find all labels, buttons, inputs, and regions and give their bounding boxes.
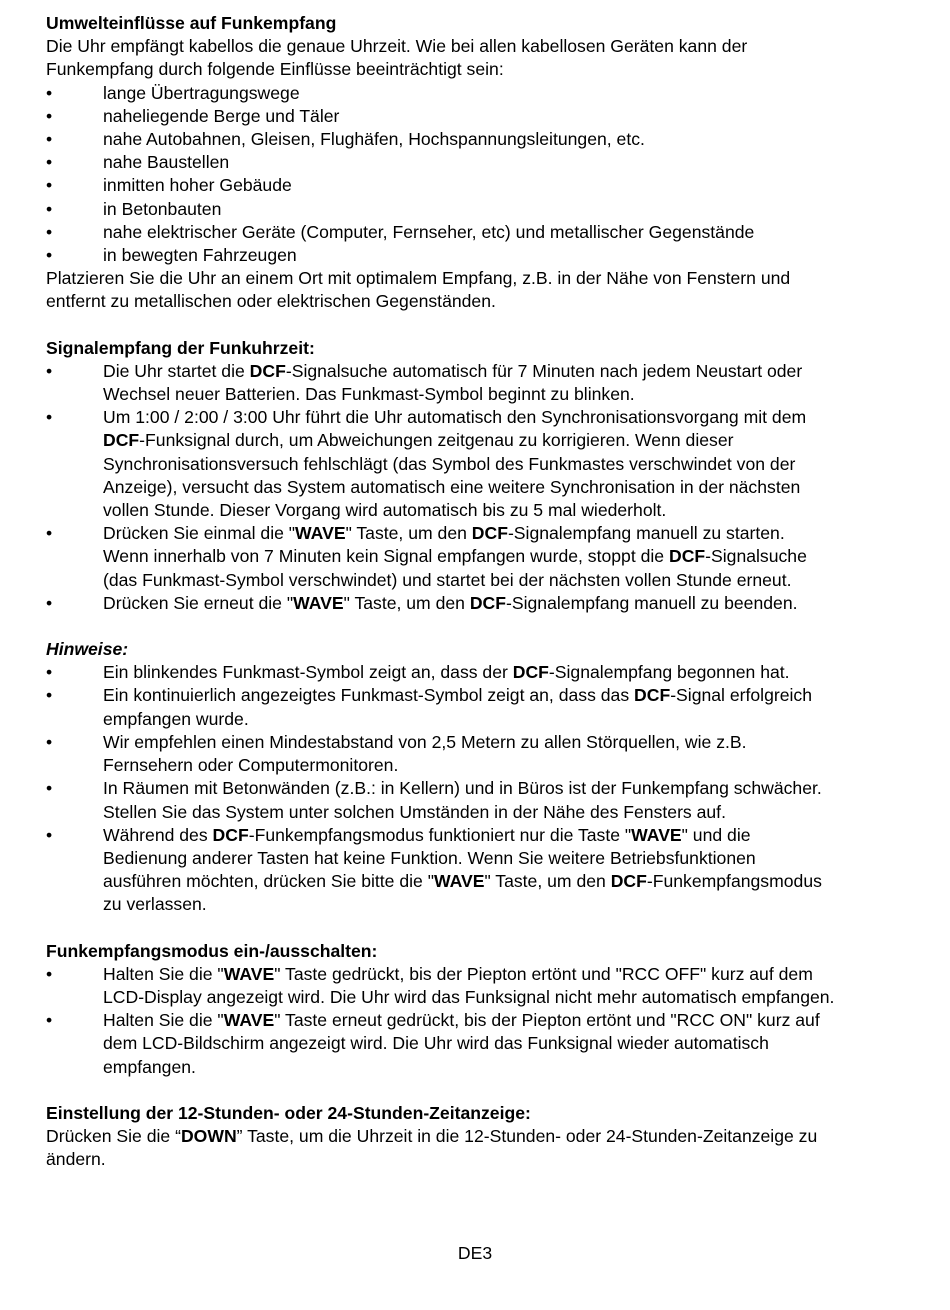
text-run: Halten Sie die " xyxy=(103,963,224,984)
bold-term: WAVE xyxy=(631,824,682,845)
text-line xyxy=(103,731,906,754)
list-item: • naheliegende Berge und Täler xyxy=(46,105,906,128)
text-run: ” Taste, um die Uhrzeit in die 12-Stunden- oder 24-Stunden-Zeitanzeige zu xyxy=(236,1125,818,1146)
bullet-icon: • xyxy=(46,731,53,752)
text-line xyxy=(103,684,906,707)
bold-term: DCF xyxy=(249,360,286,381)
list-item: • in bewegten Fahrzeugen xyxy=(46,244,906,267)
bullet-icon: • xyxy=(46,824,53,845)
bold-term: WAVE xyxy=(223,1010,275,1031)
text-run: " Taste, um den xyxy=(484,871,611,892)
text-line xyxy=(103,499,906,522)
bullet-icon: • xyxy=(46,175,53,196)
section-signal-reception xyxy=(46,337,906,615)
text-run: zu verlassen. xyxy=(103,894,207,915)
section-environment xyxy=(46,12,906,314)
intro-line: Die Uhr empfängt kabellos die genaue Uhrzeit. Wie bei allen kabellosen Geräten kann der xyxy=(46,36,748,57)
text-run: Drücken Sie erneut die " xyxy=(103,592,294,613)
list-item xyxy=(46,963,906,1009)
text-run: -Funkempfangsmodus funktioniert nur die Taste " xyxy=(248,824,632,845)
text-run: -Signalempfang begonnen hat. xyxy=(548,662,790,683)
bold-term: DCF xyxy=(610,871,647,892)
bullet-icon: • xyxy=(46,778,53,799)
text-line xyxy=(103,476,906,499)
text-line xyxy=(103,963,906,986)
text-run: -Signalsuche xyxy=(705,546,807,567)
section-heading: Hinweise: xyxy=(46,639,129,660)
spacer xyxy=(46,314,906,337)
text-run: Ein blinkendes Funkmast-Symbol zeigt an, dass der xyxy=(103,662,513,683)
outro-line: entfernt zu metallischen oder elektrischen Gegenständen. xyxy=(46,291,496,312)
list-item xyxy=(46,406,906,522)
text-line xyxy=(103,406,906,429)
text-line xyxy=(103,592,906,615)
bold-term: WAVE xyxy=(293,592,344,613)
text-run: -Signal erfolgreich xyxy=(670,685,813,706)
text-run: -Signalsuche automatisch für 7 Minuten nach jedem Neustart oder xyxy=(285,360,803,381)
text-line xyxy=(103,661,906,684)
list-item xyxy=(46,684,906,730)
text-run: " Taste, um den xyxy=(345,523,472,544)
spacer xyxy=(46,1079,906,1102)
text-line xyxy=(103,893,906,916)
bullet-icon: • xyxy=(46,82,53,103)
bullet-icon: • xyxy=(46,963,53,984)
spacer xyxy=(46,917,906,940)
text-line xyxy=(46,1125,906,1148)
text-run: dem LCD-Bildschirm angezeigt wird. Die Uhr wird das Funksignal wieder automatisch xyxy=(103,1033,769,1054)
bold-term: WAVE xyxy=(433,871,485,892)
section-heading: Einstellung der 12-Stunden- oder 24-Stunden-Zeitanzeige: xyxy=(46,1102,531,1123)
list-item xyxy=(46,522,906,592)
bullet-icon: • xyxy=(46,523,53,544)
text-run: Synchronisationsversuch fehlschlägt (das Symbol des Funkmastes verschwindet von der xyxy=(103,453,796,474)
list-item: • lange Übertragungswege xyxy=(46,82,906,105)
text-run: Drücken Sie einmal die " xyxy=(103,523,296,544)
intro-line: Funkempfang durch folgende Einflüsse beeinträchtigt sein: xyxy=(46,59,504,80)
list-item xyxy=(46,592,906,615)
text-line xyxy=(103,453,906,476)
text-line xyxy=(103,847,906,870)
text-run: Ein kontinuierlich angezeigtes Funkmast-Symbol zeigt an, dass das xyxy=(103,685,635,706)
text-run: Anzeige), versucht das System automatisch eine weitere Synchronisation in der nächsten xyxy=(103,476,801,497)
text-run: empfangen wurde. xyxy=(103,708,249,729)
text-run: -Funkempfangsmodus xyxy=(646,871,822,892)
bullet-icon: • xyxy=(46,198,53,219)
list-item xyxy=(46,1009,906,1079)
bullet-icon: • xyxy=(46,105,53,126)
text-run: Wir empfehlen einen Mindestabstand von 2,5 Metern zu allen Störquellen, wie z.B. xyxy=(103,731,747,752)
text-run: -Signalempfang manuell zu starten. xyxy=(507,523,785,544)
bold-term: DCF xyxy=(471,523,508,544)
text-line xyxy=(103,777,906,800)
text-line xyxy=(103,870,906,893)
text-run: In Räumen mit Betonwänden (z.B.: in Kellern) und in Büros ist der Funkempfang schwächer. xyxy=(103,778,822,799)
text-line xyxy=(103,429,906,452)
bullet-icon: • xyxy=(46,592,53,613)
rich-list xyxy=(46,360,906,615)
list-item xyxy=(46,731,906,777)
bullet-icon: • xyxy=(46,360,53,381)
list-item: • nahe Baustellen xyxy=(46,151,906,174)
text-run: Drücken Sie die “ xyxy=(46,1125,181,1146)
text-run: Fernsehern oder Computermonitoren. xyxy=(103,755,399,776)
text-line xyxy=(103,545,906,568)
section-reception-mode-toggle xyxy=(46,940,906,1079)
rich-list xyxy=(46,661,906,916)
text-line xyxy=(103,754,906,777)
bold-term: DCF xyxy=(103,430,140,451)
text-line xyxy=(103,569,906,592)
text-run: Die Uhr startet die xyxy=(103,360,250,381)
section-heading: Funkempfangsmodus ein-/ausschalten: xyxy=(46,940,378,961)
bullet-icon: • xyxy=(46,662,53,683)
list-item xyxy=(46,824,906,917)
bullet-icon: • xyxy=(46,407,53,428)
text-line xyxy=(103,383,906,406)
interference-list xyxy=(46,82,906,268)
bold-term: WAVE xyxy=(223,963,275,984)
text-run: (das Funkmast-Symbol verschwindet) und startet bei der nächsten vollen Stunde erneut. xyxy=(103,569,792,590)
section-heading: Umwelteinflüsse auf Funkempfang xyxy=(46,13,337,33)
text-run: Um 1:00 / 2:00 / 3:00 Uhr führt die Uhr automatisch den Synchronisationsvorgang mit dem xyxy=(103,407,807,428)
text-line xyxy=(103,824,906,847)
text-run: -Signalempfang manuell zu beenden. xyxy=(506,592,798,613)
text-run: vollen Stunde. Dieser Vorgang wird automatisch bis zu 5 mal wiederholt. xyxy=(103,500,667,521)
bullet-icon: • xyxy=(46,221,53,242)
text-run: ändern. xyxy=(46,1149,106,1170)
list-item: • nahe elektrischer Geräte (Computer, Fernseher, etc) und metallischer Gegenstände xyxy=(46,221,906,244)
list-item: • nahe Autobahnen, Gleisen, Flughäfen, Hochspannungsleitungen, etc. xyxy=(46,128,906,151)
list-item xyxy=(46,360,906,406)
text-line xyxy=(103,708,906,731)
bold-term: DOWN xyxy=(180,1125,237,1146)
text-line xyxy=(103,360,906,383)
section-time-format xyxy=(46,1102,906,1172)
text-line xyxy=(46,1148,906,1171)
bullet-icon: • xyxy=(46,685,53,706)
text-line xyxy=(103,801,906,824)
text-run: Bedienung anderer Tasten hat keine Funktion. Wenn Sie weitere Betriebsfunktionen xyxy=(103,847,756,868)
text-run: " und die xyxy=(681,824,751,845)
text-line xyxy=(103,1032,906,1055)
rich-paragraph xyxy=(46,1125,906,1171)
text-run: Stellen Sie das System unter solchen Umständen in der Nähe des Fensters auf. xyxy=(103,801,726,822)
list-item: • in Betonbauten xyxy=(46,198,906,221)
text-line xyxy=(103,986,906,1009)
text-run: ausführen möchten, drücken Sie bitte die " xyxy=(103,871,434,892)
bullet-icon: • xyxy=(46,152,53,173)
text-run: Während des xyxy=(103,824,213,845)
text-line xyxy=(103,522,906,545)
text-line xyxy=(103,1009,906,1032)
section-notes xyxy=(46,638,906,916)
bold-term: DCF xyxy=(668,546,706,567)
bold-term: DCF xyxy=(634,685,671,706)
list-item xyxy=(46,777,906,823)
text-run: Halten Sie die " xyxy=(103,1010,224,1031)
outro-line: Platzieren Sie die Uhr an einem Ort mit optimalem Empfang, z.B. in der Nähe von Fenstern und xyxy=(46,268,791,289)
bold-term: DCF xyxy=(512,662,549,683)
text-run: " Taste erneut gedrückt, bis der Piepton ertönt und "RCC ON" kurz auf xyxy=(274,1010,820,1031)
bullet-icon: • xyxy=(46,129,53,150)
text-run: empfangen. xyxy=(103,1056,196,1077)
list-item: • inmitten hoher Gebäude xyxy=(46,174,906,197)
manual-page xyxy=(46,12,906,1171)
page-number: DE3 xyxy=(457,1243,493,1263)
bold-term: DCF xyxy=(212,824,249,845)
list-item xyxy=(46,661,906,684)
text-run: " Taste, um den xyxy=(343,592,470,613)
bullet-icon: • xyxy=(46,245,53,266)
bold-term: DCF xyxy=(469,592,507,613)
text-run: -Funksignal durch, um Abweichungen zeitgenau zu korrigieren. Wenn dieser xyxy=(139,430,734,451)
text-run: " Taste gedrückt, bis der Piepton ertönt und "RCC OFF" kurz auf dem xyxy=(274,963,813,984)
spacer xyxy=(46,615,906,638)
text-run: Wechsel neuer Batterien. Das Funkmast-Symbol beginnt zu blinken. xyxy=(103,384,635,405)
section-heading: Signalempfang der Funkuhrzeit: xyxy=(46,337,315,358)
bold-term: WAVE xyxy=(295,523,346,544)
text-run: Wenn innerhalb von 7 Minuten kein Signal empfangen wurde, stoppt die xyxy=(103,546,669,567)
text-run: LCD-Display angezeigt wird. Die Uhr wird das Funksignal nicht mehr automatisch empfangen. xyxy=(103,986,835,1007)
bullet-icon: • xyxy=(46,1010,53,1031)
rich-list xyxy=(46,963,906,1079)
text-line xyxy=(103,1056,906,1079)
